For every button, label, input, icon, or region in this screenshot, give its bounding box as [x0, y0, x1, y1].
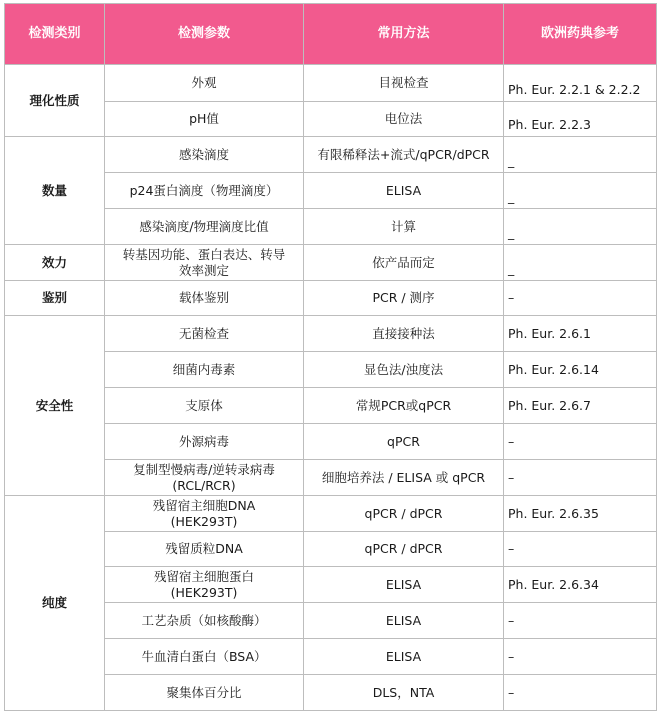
category-safety: 安全性 — [5, 316, 105, 496]
param-cell: 外源病毒 — [105, 424, 304, 460]
param-line: 转基因功能、蛋白表达、转导 — [122, 246, 286, 262]
ref-cell: – — [504, 460, 657, 496]
method-cell: 目视检查 — [304, 65, 504, 102]
ref-cell: Ph. Eur. 2.6.7 — [504, 388, 657, 424]
param-cell: 牛血清白蛋白（BSA） — [105, 639, 304, 675]
method-cell: PCR / 测序 — [304, 281, 504, 316]
header-category: 检测类别 — [5, 4, 105, 65]
param-cell: 外观 — [105, 65, 304, 102]
ref-cell: Ph. Eur. 2.6.34 — [504, 567, 657, 603]
ref-cell: – — [504, 639, 657, 675]
param-line: 残留宿主细胞蛋白 — [153, 568, 254, 584]
param-cell — [105, 496, 304, 532]
param-cell: 细菌内毒素 — [105, 352, 304, 388]
method-cell: ELISA — [304, 603, 504, 639]
method-cell: 依产品而定 — [304, 245, 504, 281]
param-line: 残留宿主细胞DNA — [152, 497, 256, 513]
ref-cell: – — [504, 424, 657, 460]
header-reference: 欧洲药典参考 — [504, 4, 657, 65]
table-row — [5, 137, 657, 173]
method-cell: 显色法/浊度法 — [304, 352, 504, 388]
method-cell: ELISA — [304, 173, 504, 209]
param-line: (HEK293T) — [170, 513, 238, 529]
header-method: 常用方法 — [304, 4, 504, 65]
param-cell: 聚集体百分比 — [105, 675, 304, 711]
method-cell: 直接接种法 — [304, 316, 504, 352]
table-row — [5, 281, 657, 316]
ref-cell: _ — [504, 173, 657, 209]
method-cell: ELISA — [304, 639, 504, 675]
table-row — [5, 496, 657, 532]
qc-test-table — [4, 3, 657, 711]
ref-cell: Ph. Eur. 2.6.1 — [504, 316, 657, 352]
ref-cell: Ph. Eur. 2.2.3 — [504, 102, 657, 137]
method-cell: 电位法 — [304, 102, 504, 137]
ref-cell: – — [504, 281, 657, 316]
ref-cell: _ — [504, 209, 657, 245]
method-cell: ELISA — [304, 567, 504, 603]
category-potency: 效力 — [5, 245, 105, 281]
ref-cell: _ — [504, 137, 657, 173]
method-cell: 有限稀释法+流式/qPCR/dPCR — [304, 137, 504, 173]
param-cell — [105, 460, 304, 496]
param-cell: 工艺杂质（如核酸酶） — [105, 603, 304, 639]
param-cell: 载体鉴别 — [105, 281, 304, 316]
param-cell — [105, 245, 304, 281]
param-cell — [105, 567, 304, 603]
param-cell: 残留质粒DNA — [105, 532, 304, 567]
table-row — [5, 65, 657, 102]
table-header-row — [5, 4, 657, 65]
param-cell: 感染滴度 — [105, 137, 304, 173]
table-row — [5, 316, 657, 352]
header-parameter: 检测参数 — [105, 4, 304, 65]
param-cell: 无菌检查 — [105, 316, 304, 352]
ref-cell: – — [504, 532, 657, 567]
param-line: (HEK293T) — [170, 584, 238, 600]
ref-cell: Ph. Eur. 2.6.14 — [504, 352, 657, 388]
category-quantity: 数量 — [5, 137, 105, 245]
ref-cell: _ — [504, 245, 657, 281]
ref-cell: – — [504, 675, 657, 711]
method-cell: 细胞培养法 / ELISA 或 qPCR — [304, 460, 504, 496]
category-identity: 鉴别 — [5, 281, 105, 316]
category-physchem: 理化性质 — [5, 65, 105, 137]
ref-cell: Ph. Eur. 2.2.1 & 2.2.2 — [504, 65, 657, 102]
param-cell: 支原体 — [105, 388, 304, 424]
table-row — [5, 245, 657, 281]
method-cell: qPCR — [304, 424, 504, 460]
param-line: (RCL/RCR) — [172, 477, 236, 493]
method-cell: DLS，NTA — [304, 675, 504, 711]
category-purity: 纯度 — [5, 496, 105, 711]
param-cell: p24蛋白滴度（物理滴度） — [105, 173, 304, 209]
method-cell: 计算 — [304, 209, 504, 245]
param-cell: 感染滴度/物理滴度比值 — [105, 209, 304, 245]
ref-cell: Ph. Eur. 2.6.35 — [504, 496, 657, 532]
param-line: 复制型慢病毒/逆转录病毒 — [133, 461, 275, 477]
param-cell: pH值 — [105, 102, 304, 137]
method-cell: 常规PCR或qPCR — [304, 388, 504, 424]
method-cell: qPCR / dPCR — [304, 532, 504, 567]
ref-cell: – — [504, 603, 657, 639]
method-cell: qPCR / dPCR — [304, 496, 504, 532]
param-line: 效率测定 — [178, 262, 229, 278]
